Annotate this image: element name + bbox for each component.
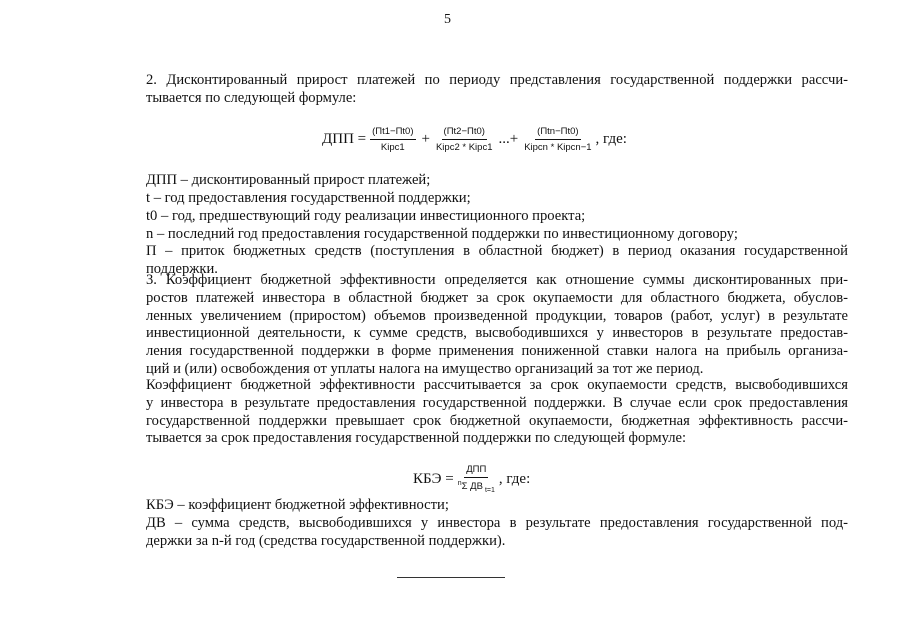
- fraction-denominator: [458, 478, 495, 494]
- text-line: 2. Дисконтированный прирост платежей по периоду представления государственной поддержки рассчи-: [146, 72, 848, 88]
- fraction-kbe: [458, 464, 495, 494]
- definition-dpp: ДПП – дисконтированный прирост платежей;: [146, 172, 431, 188]
- section-2-paragraph: [146, 72, 848, 108]
- formula-lhs: ДПП =: [322, 130, 367, 147]
- fraction-term-n: [524, 126, 591, 153]
- fraction-denominator: Kipc1: [380, 141, 405, 153]
- formula-lhs: КБЭ =: [413, 470, 454, 487]
- fraction-denominator: Kipcn * Kipcn−1: [524, 141, 592, 153]
- text-line: инвестиционной деятельности, к сумме средств, высвободившихся у инвесторов в результате предостав-: [146, 325, 848, 342]
- fraction-term-1: [370, 126, 415, 153]
- fraction-denominator: Kipc2 * Kipc1: [435, 141, 493, 153]
- page-number: 5: [444, 12, 451, 27]
- fraction-numerator: (Пt2−Пt0): [442, 126, 487, 140]
- definition-n: n – последний год предоставления государственной поддержки по инвестиционному договору;: [146, 226, 738, 242]
- text-line: ленных увеличением (приростом) объемов произведенной продукции, товаров (работ, услуг) в результате: [146, 307, 848, 324]
- text-line: тывается за срок предоставления государственной поддержки по следующей формуле:: [146, 430, 687, 447]
- text-line: ций и (или) освобождения от уплаты налога на имущество организаций за тот же период.: [146, 360, 704, 377]
- sum-limits-top: n: [457, 479, 462, 487]
- text-line: государственной поддержки превышает срок бюджетной окупаемости, бюджетная эффективность рассчи-: [146, 412, 848, 429]
- plus-sign: +: [421, 130, 430, 147]
- section-3b-paragraph: [146, 377, 848, 448]
- fraction-numerator: (Пtn−Пt0): [535, 126, 580, 140]
- formula-tail: , где:: [498, 470, 531, 487]
- text-line: у инвестора в результате предоставления государственной поддержки. В случае если срок предоставления: [146, 394, 848, 411]
- definition-t: t – год предоставления государственной поддержки;: [146, 190, 471, 206]
- text-line: П – приток бюджетных средств (поступления в областной бюджет) в период оказания государственной: [146, 243, 848, 259]
- formula-tail: , где:: [595, 130, 627, 147]
- ellipsis-plus: ...+: [498, 130, 519, 147]
- text-line: Коэффициент бюджетной эффективности рассчитывается за срок окупаемости средств, высвободившихся: [146, 377, 848, 393]
- sum-expression: Σ ДВ: [461, 481, 483, 493]
- text-line: поддержки.: [146, 260, 218, 277]
- definition-kbe: КБЭ – коэффициент бюджетной эффективности;: [146, 497, 449, 513]
- fraction-numerator: ДПП: [464, 464, 488, 478]
- text-line: ДВ – сумма средств, высвободившихся у инвестора в результате предоставления государственной под-: [146, 515, 848, 531]
- text-line: держки за n-й год (средства государственной поддержки).: [146, 532, 506, 549]
- text-line: ления государственной поддержки в форме применения пониженной ставки налога на прибыль организа-: [146, 343, 848, 360]
- fraction-numerator: (Пt1−Пt0): [370, 126, 415, 140]
- formula-kbe: [413, 463, 530, 495]
- section-3-paragraph: [146, 272, 848, 379]
- fraction-term-2: [436, 126, 493, 153]
- sum-limits-bottom: t=1: [484, 487, 495, 495]
- definition-t0: t0 – год, предшествующий году реализации инвестиционного проекта;: [146, 208, 586, 224]
- text-line: тывается по следующей формуле:: [146, 89, 357, 106]
- definition-dv: [146, 515, 848, 551]
- text-line: 3. Коэффициент бюджетной эффективности определяется как отношение суммы дисконтированных при-: [146, 272, 848, 288]
- formula-dpp: [322, 119, 627, 159]
- footnote-divider: [397, 577, 505, 578]
- text-line: ростов платежей инвестора в областной бюджет за срок окупаемости для областного бюджета, обуслов-: [146, 289, 848, 306]
